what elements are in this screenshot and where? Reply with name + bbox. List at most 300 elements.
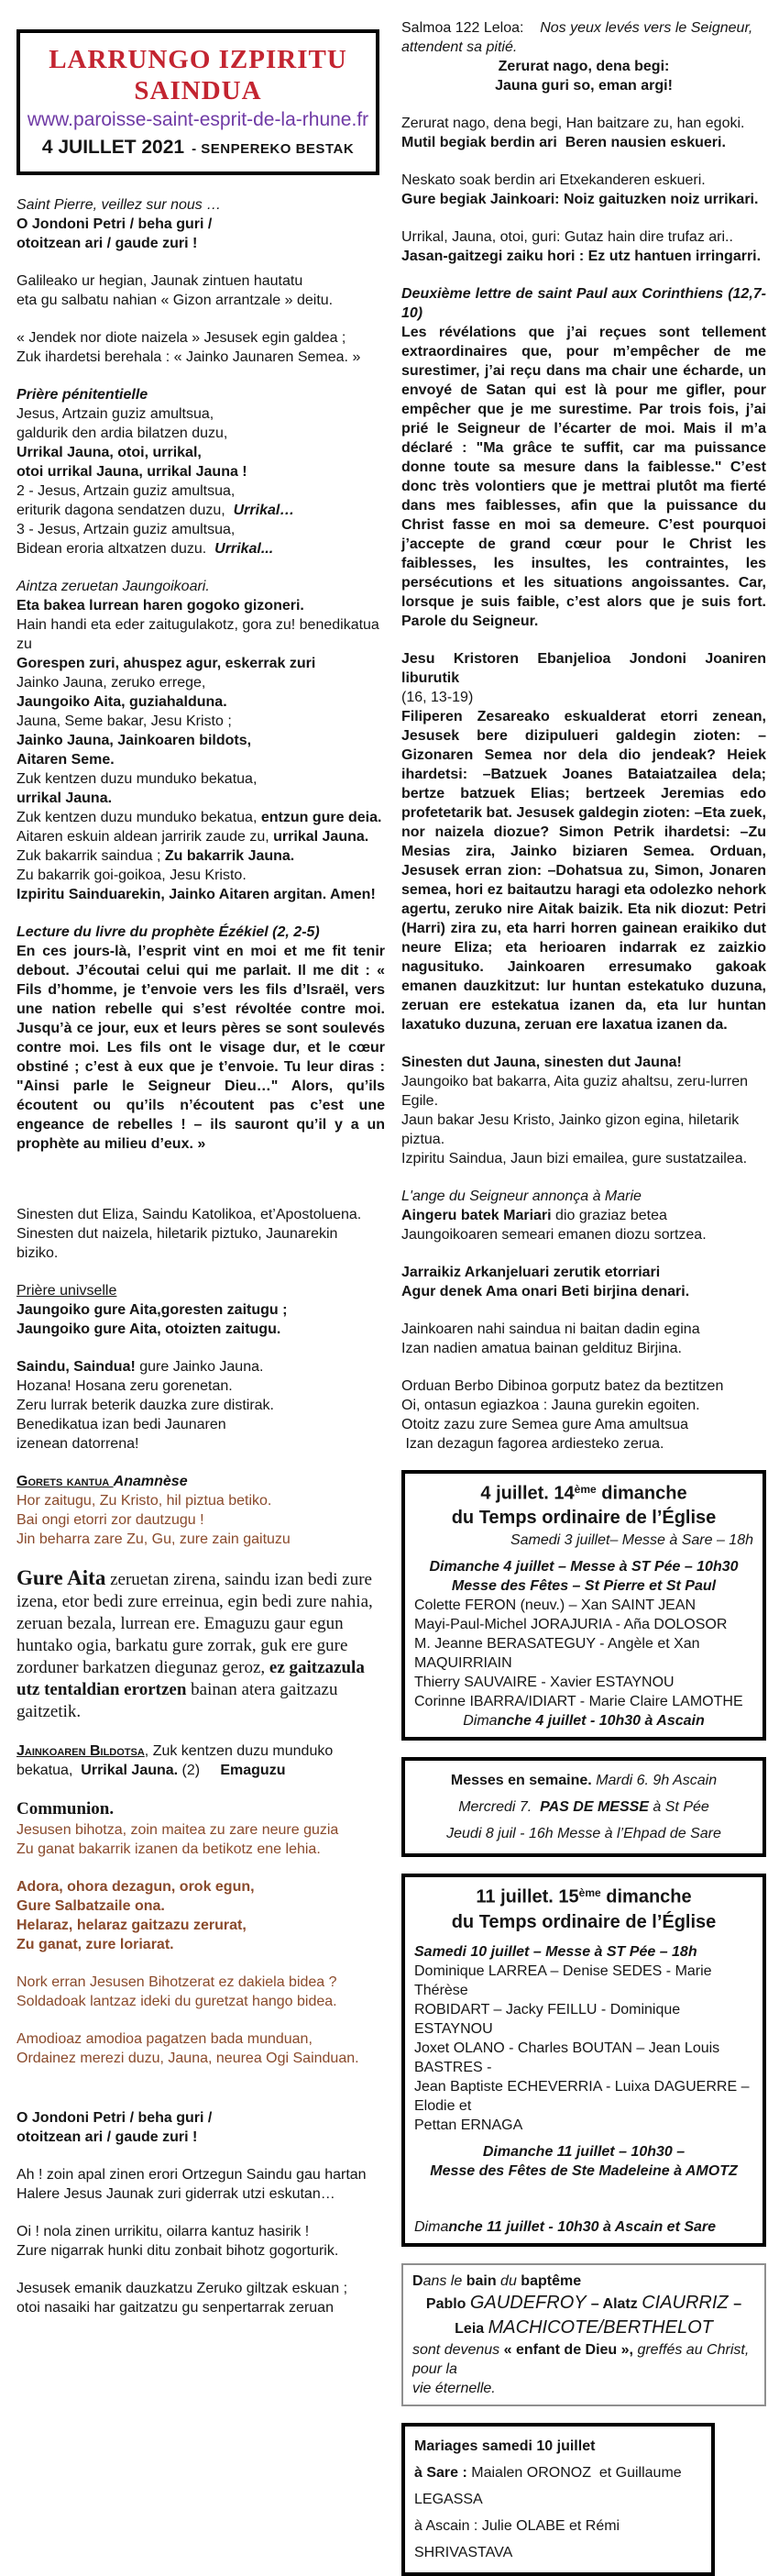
text-segment: 2 - Jesus, Artzain guziz amultsua,	[16, 483, 236, 499]
text-line	[401, 649, 771, 688]
text-segment: 11 juillet. 15	[476, 1886, 579, 1907]
text-segment: Salmoa 122 Leloa:	[401, 20, 541, 36]
text-line	[414, 2116, 753, 2135]
text-line	[401, 38, 766, 57]
text-line	[401, 1282, 766, 1301]
text-segment: à Ascain : Julie OLABE et Rémi SHRIVASTAVA	[414, 2517, 628, 2560]
text-line	[16, 1761, 385, 1780]
text-segment: D	[412, 2272, 423, 2289]
text-line	[401, 1396, 766, 1415]
text-line	[401, 1320, 766, 1339]
left-column-content	[16, 195, 390, 2317]
text-segment: Jaungoiko bat bakarra, Aita guziz ahaltsu, zeru-lurren	[401, 1074, 748, 1089]
mass-schedule-box-july11	[401, 1874, 766, 2246]
agnus-dei	[16, 1741, 385, 1780]
text-segment: 3 - Jesus, Artzain guziz amultsua,	[16, 522, 236, 537]
text-line	[414, 2142, 753, 2161]
text-segment: Corinne IBARRA/IDIART - Marie Claire LAMOTHE	[414, 1694, 743, 1710]
text-segment: Izpiritu Saindua, Jaun bizi emailea, gure sustatzailea.	[401, 1151, 748, 1166]
text-segment: nche 11 juillet - 10h30 à Ascain et Sare	[448, 2218, 717, 2235]
text-line	[16, 1320, 385, 1339]
text-segment: Hor zaitugu, Zu Kristo, hil piztua betiko.	[16, 1493, 272, 1509]
text-segment: Helaraz, helaraz gaitzazu zerurat,	[16, 1918, 247, 1933]
text-line	[16, 1396, 385, 1415]
text-segment: Zuk kentzen duzu munduko bekatua,	[16, 771, 258, 787]
text-segment: Colette FERON (neuv.) – Xan SAINT JEAN	[414, 1598, 697, 1614]
text-segment: Hain handi eta eder zaitugulakotz, gora zu! benedikatua	[16, 617, 379, 633]
text-line	[16, 501, 385, 520]
text-segment: Gure Salbatzaile ona.	[16, 1898, 165, 1914]
text-line	[16, 328, 385, 348]
text-segment: Pablo	[425, 2295, 470, 2312]
text-line	[414, 2039, 753, 2077]
text-segment: Anamnèse	[113, 1474, 188, 1489]
text-line	[16, 195, 385, 215]
angelus-2	[401, 1320, 766, 1358]
text-line	[16, 1510, 385, 1530]
text-line	[16, 2298, 385, 2317]
text-segment: Jarraikiz Arkanjeluari zerutik etorriari	[401, 1265, 661, 1280]
text-line	[401, 133, 766, 152]
text-segment: Dominique LARREA – Denise SEDES - Marie Thérèse	[414, 1962, 716, 1998]
text-segment: dimanche	[600, 1886, 692, 1907]
text-line	[414, 2433, 702, 2460]
text-line	[16, 1281, 385, 1300]
text-line	[414, 1531, 753, 1550]
text-segment: PAS DE MESSE	[540, 1799, 649, 1816]
text-segment: Jainkoaren Bildotsa	[16, 1743, 145, 1759]
text-line	[414, 2513, 702, 2566]
text-segment: « enfant de Dieu »,	[503, 2341, 638, 2358]
text-line	[16, 215, 385, 234]
text-segment: Thierry SAUVAIRE - Xavier ESTAYNOU	[414, 1675, 675, 1691]
text-line	[16, 1877, 385, 1896]
text-line	[16, 271, 385, 291]
gloria-hymn	[16, 577, 385, 904]
baptism-box	[401, 2263, 766, 2406]
text-line	[401, 1434, 766, 1454]
text-line	[401, 1206, 766, 1225]
text-line	[16, 692, 385, 712]
text-segment: Jin beharra zare Zu, Gu, zure zain gaituzu	[16, 1531, 291, 1547]
communion-hymn-refrain	[16, 1877, 385, 1954]
text-line	[401, 1072, 766, 1091]
priere-penitentielle	[16, 385, 385, 558]
text-segment: biziko.	[16, 1245, 59, 1261]
text-segment: Jainkoaren nahi saindua ni baitan dadin egina	[401, 1321, 700, 1337]
text-segment: attendent sa pitié.	[401, 39, 518, 55]
entrance-verse-2	[16, 328, 385, 367]
text-segment: Jaungoikoaren semeari emanen diozu sortzea.	[401, 1227, 707, 1243]
text-line	[414, 1794, 753, 1820]
text-line	[414, 1711, 753, 1730]
text-line	[414, 2460, 702, 2513]
text-segment: eriturik dagona sendatzen duzu,	[16, 503, 234, 518]
text-segment: otoitzean ari / gaude zuri !	[16, 236, 198, 251]
text-segment: Jauna, Seme bakar, Jesu Kristo ;	[16, 713, 232, 729]
text-segment: Jesusek emanik dauzkatzu Zeruko giltzak eskuan ;	[16, 2281, 348, 2296]
text-segment: otoi nasaiki har gaitzatzu gu senpertarrak zeruan	[16, 2300, 334, 2316]
text-segment: Zerurat nago, dena begi, Han baitzare zu, han egoki.	[401, 116, 745, 131]
psalm-refrain	[401, 57, 766, 95]
bulletin-date: 4 JUILLET 2021	[41, 137, 185, 158]
text-line	[16, 1300, 385, 1320]
text-line	[16, 385, 385, 404]
text-line	[401, 1415, 766, 1434]
text-segment: entzun gure deia.	[260, 810, 382, 825]
text-line	[401, 1339, 766, 1358]
text-line	[16, 1415, 385, 1434]
text-segment: piztua.	[401, 1132, 445, 1147]
text-line	[16, 1741, 385, 1761]
text-segment: dimanche	[596, 1483, 687, 1504]
communion-heading	[16, 1798, 385, 1820]
text-line	[401, 171, 766, 190]
anamnese	[16, 1472, 385, 1491]
text-segment: Gorets kantua	[16, 1474, 114, 1489]
text-line	[16, 2108, 385, 2128]
text-line	[16, 1896, 385, 1916]
text-segment: ez gaitzazula utz tentaldian erortzen	[16, 1658, 369, 1699]
text-segment: Mardi 6. 9h Ascain	[596, 1773, 718, 1789]
text-line	[16, 827, 385, 846]
text-line	[414, 1673, 753, 1692]
text-line	[401, 114, 766, 133]
text-line	[16, 577, 385, 596]
text-line	[16, 1935, 385, 1954]
text-segment: Halere Jesus Jaunak zuri giderrak utzi eskutan…	[16, 2186, 335, 2202]
text-segment: Urrikal Jauna.	[81, 1763, 179, 1778]
text-line	[16, 1376, 385, 1396]
text-segment: (2)	[178, 1763, 221, 1778]
text-segment: MACHICOTE/BERTHELOT	[488, 2316, 713, 2338]
text-segment: Samedi 10 juillet – Messe à ST Pée – 18h	[414, 1943, 697, 1960]
text-line	[16, 712, 385, 731]
psalm-title	[401, 18, 766, 57]
text-line	[16, 1530, 385, 1549]
text-segment: « Jendek nor diote naizela » Jesusek egin galdea ;	[16, 330, 346, 346]
text-line	[414, 1820, 753, 1847]
text-segment: Mutil begiak berdin ari Beren nausien eskueri.	[401, 135, 726, 150]
text-line	[401, 1091, 766, 1111]
text-line	[16, 404, 385, 424]
text-line	[16, 673, 385, 692]
text-line	[414, 1767, 753, 1794]
right-column-content	[401, 18, 771, 2576]
text-line	[401, 1149, 766, 1168]
text-line	[16, 1434, 385, 1454]
final-verse-1	[16, 2165, 385, 2204]
psalm-verse-2	[401, 171, 766, 209]
text-segment: Nork erran Jesusen Bihotzerat ez dakiela bidea ?	[16, 1974, 337, 1990]
text-segment: Jesu Kristoren Ebanjelioa Jondoni Joaniren liburutik	[401, 651, 771, 686]
text-line	[412, 2316, 755, 2340]
text-segment: Jainko Jauna, zeruko errege,	[16, 675, 206, 691]
text-segment: Jaungoiko Aita, guziahalduna.	[16, 694, 227, 710]
final-verse-3	[16, 2279, 385, 2317]
text-segment: Jeudi 8 juil - 16h Messe à l’Ehpad de Sare	[446, 1826, 721, 1842]
text-segment: Deuxième lettre de saint Paul aux Corinthiens (12,7-10)	[401, 286, 766, 321]
text-line	[16, 2165, 385, 2184]
text-segment: Mercredi 7.	[458, 1799, 541, 1816]
text-line	[412, 2272, 755, 2291]
text-line	[414, 1692, 753, 1711]
masthead-box	[16, 29, 379, 175]
text-segment: Ordainez merezi duzu, Jauna, neurea Ogi Sainduan.	[16, 2051, 359, 2066]
text-segment: (16, 13-19)	[401, 690, 474, 705]
text-line	[16, 2241, 385, 2261]
text-segment: Bai ongi etorri zor dautzugu !	[16, 1512, 204, 1528]
text-segment: Jaungoiko gure Aita, otoizten zaitugu.	[16, 1321, 281, 1337]
parish-title: LARRUNGO IZPIRITU SAINDUA	[49, 45, 347, 105]
text-segment: Samedi 3 juillet– Messe à Sare – 18h	[510, 1532, 753, 1549]
text-segment: Izan dezagun fagorea ardiesteko zerua.	[401, 1436, 664, 1452]
final-verse-2	[16, 2222, 385, 2261]
text-line	[16, 885, 385, 904]
text-line	[16, 1916, 385, 1935]
text-segment: Sinesten dut naizela, hiletarik piztuko, Jaunarekin	[16, 1226, 338, 1242]
text-segment: Urrikal...	[214, 541, 274, 557]
text-segment: galdurik den ardia bilatzen duzu,	[16, 426, 228, 441]
text-segment: Mayi-Paul-Michel JORAJURIA - Aña DOLOSOR	[414, 1617, 728, 1633]
text-segment: 4 juillet. 14	[480, 1483, 575, 1504]
text-segment: ème	[578, 1886, 601, 1900]
text-segment: Benedikatua izan bedi Jaunaren	[16, 1417, 226, 1432]
text-segment: ans le	[422, 2272, 466, 2289]
text-segment: O Jondoni Petri / beha guri /	[16, 216, 213, 232]
text-line	[16, 750, 385, 769]
bulletin-dateline	[24, 134, 372, 163]
text-segment: Jaungoiko gure Aita,goresten zaitugu ;	[16, 1302, 288, 1318]
text-segment: Nos yeux levés vers le Seigneur,	[540, 20, 753, 36]
text-segment: Emaguzu	[220, 1763, 286, 1778]
text-segment: Otoitz zazu zure Semea gure Ama amultsua	[401, 1417, 689, 1432]
text-segment: Jaun bakar Jesu Kristo, Jainko gizon egina, hiletarik	[401, 1112, 740, 1128]
text-segment: L'ange du Seigneur annonça à Marie	[401, 1188, 642, 1204]
text-segment: Zu bakarrik goi-goikoa, Jesu Kristo.	[16, 868, 247, 883]
text-segment: urrikal Jauna.	[16, 790, 113, 806]
text-segment: Adora, ohora dezagun, orok egun,	[16, 1879, 255, 1895]
text-segment: , Zuk kentzen duzu munduko	[144, 1743, 334, 1759]
text-segment: Dimanche 11 juillet – 10h30 –	[482, 2143, 686, 2160]
text-line	[16, 1472, 385, 1491]
communion-hymn-1	[16, 1820, 385, 1859]
angelus-4	[401, 1415, 766, 1454]
bulletin-date-suffix: - SENPEREKO BESTAK	[192, 141, 355, 157]
communion-hymn-2	[16, 1973, 385, 2011]
text-line	[16, 1798, 385, 1820]
text-segment: Prière univselle	[16, 1283, 117, 1299]
text-line	[16, 846, 385, 866]
mass-schedule-box-july4	[401, 1470, 766, 1741]
text-segment: Gorespen zuri, ahuspez agur, eskerrak zuri	[16, 656, 316, 671]
text-line	[414, 1480, 753, 1506]
text-segment: Jainko Jauna, Jainkoaren bildots,	[16, 733, 252, 748]
text-segment: Jesusen bihotza, zoin maitea zu zare neure guzia	[16, 1822, 339, 1838]
text-line	[401, 76, 766, 95]
text-line	[401, 323, 771, 631]
text-segment: baptême	[521, 2272, 582, 2289]
text-segment: Prière pénitentielle	[16, 387, 148, 403]
text-segment: Saint Pierre, veillez sur nous …	[16, 197, 222, 213]
text-segment: Zu bakarrik Jauna.	[164, 848, 295, 864]
sanctus	[16, 1357, 385, 1454]
text-line	[414, 1506, 753, 1531]
left-column	[16, 18, 390, 2576]
text-line	[16, 2222, 385, 2241]
credo-right	[401, 1053, 766, 1168]
text-line	[414, 2000, 753, 2039]
text-segment: Dima	[463, 1713, 498, 1730]
text-segment: Ah ! zoin apal zinen erori Ortzegun Saindu gau hartan	[16, 2167, 367, 2183]
second-reading	[401, 284, 771, 631]
text-segment: Urrikal…	[233, 503, 295, 518]
text-segment: Jauna guri so, eman argi!	[495, 78, 673, 94]
text-line	[414, 1576, 753, 1596]
text-line	[16, 596, 385, 615]
text-segment: CIAURRIZ	[642, 2292, 734, 2313]
text-segment: Messe des Fêtes de Ste Madeleine à AMOTZ	[430, 2162, 738, 2179]
text-segment: zeruetan zirena, saindu izan bedi zure izena, etor bedi zure erreinua, egin bedi zure nahia, zeruan bezala, lurrean ere. Emaguzu gaur egun huntako ogia, barkatu gure zorrak, guk ere gure zorduner barkatzen diegunaz geroz,	[16, 1570, 378, 1677]
final-refrain	[16, 2108, 385, 2147]
text-line	[401, 707, 771, 1034]
parish-website-url: www.paroisse-saint-esprit-de-la-rhune.fr	[27, 109, 369, 130]
text-segment: Zuk ihardetsi berehala : « Jainko Jaunaren Semea. »	[16, 349, 361, 365]
text-segment: GAUDEFROY	[469, 2292, 591, 2313]
text-line	[412, 2379, 755, 2398]
text-segment: Zeru lurrak beterik dauzka zure distirak.	[16, 1398, 274, 1413]
gospel-reading	[401, 649, 771, 1034]
text-line	[16, 1244, 385, 1263]
text-line	[401, 247, 766, 266]
text-segment: Agur denek Ama onari Beti birjina denari.	[401, 1284, 690, 1299]
text-segment: Maialen ORONOZ et Guillaume LEGASSA	[414, 2464, 686, 2507]
text-line	[16, 1357, 385, 1376]
text-line	[16, 424, 385, 443]
text-segment: – Alatz	[590, 2295, 642, 2312]
text-segment: à Sare :	[414, 2464, 472, 2481]
text-line	[16, 731, 385, 750]
text-segment: bain	[466, 2272, 501, 2289]
text-segment: ème	[574, 1483, 597, 1496]
text-line	[401, 1130, 766, 1149]
text-line	[16, 2279, 385, 2298]
text-line	[16, 923, 385, 942]
text-line	[401, 1263, 766, 1282]
text-line	[401, 284, 766, 323]
text-segment: gure Jainko Jauna.	[135, 1359, 264, 1375]
text-line	[16, 1491, 385, 1510]
text-segment: Eta bakea lurrean haren gogoko gizoneri.	[16, 598, 304, 614]
text-segment: du Temps ordinaire de l’Église	[451, 1508, 717, 1529]
text-line	[414, 1615, 753, 1634]
text-segment: En ces jours-là, l’esprit vint en moi et me fit tenir debout. J’écoutai celui qui me parlait. Il me dit : « Fils d’homme, je t’envoie vers les fils d’Israël, vers une nation rebelle qui s’est révoltée contre moi. Jusqu’à ce jour, eux et leurs pères se sont soulevés contre moi. Les fils ont le visage dur, et le cœur obstiné ; c’est à eux que je t’envoie. Tu leur diras : "Ainsi parle le Seigneur Dieu…" Alors, qu’ils écoutent ou qu’ils n’écoutent pas c’est une engeance de rebelles ! – ils sauront qu’il y a un prophète au milieu d’eux. »	[16, 944, 390, 1152]
text-line	[16, 1567, 385, 1723]
text-segment: Aitaren Seme.	[16, 752, 115, 768]
text-segment: ROBIDART – Jacky FEILLU - Dominique ESTAYNOU	[414, 2001, 685, 2037]
weekday-masses-box	[401, 1757, 766, 1857]
text-line	[16, 2029, 385, 2049]
text-line	[401, 1225, 766, 1244]
text-segment: M. Jeanne BERASATEGUY - Angèle et Xan MAQUIRRIAIN	[414, 1636, 705, 1672]
text-segment: Urrikal Jauna, otoi, urrikal,	[16, 445, 202, 460]
text-line	[16, 789, 385, 808]
text-line	[414, 1884, 753, 1909]
communion-hymn-3	[16, 2029, 385, 2068]
text-segment: Orduan Berbo Dibinoa gorputz batez da beztitzen	[401, 1378, 724, 1394]
text-segment: Joxet OLANO - Charles BOUTAN – Jean Louis BASTRES -	[414, 2040, 724, 2075]
right-column	[401, 18, 771, 2576]
text-segment: bekatua,	[16, 1763, 82, 1778]
text-segment: sont devenus	[412, 2341, 504, 2358]
text-segment: Pettan ERNAGA	[414, 2117, 523, 2133]
text-line	[401, 1187, 766, 1206]
text-line	[16, 520, 385, 539]
text-segment: izenean datorrena!	[16, 1436, 139, 1452]
text-line	[16, 1840, 385, 1859]
text-line	[414, 1942, 753, 1962]
text-segment: Aingeru batek Mariari	[401, 1208, 552, 1223]
credo-left	[16, 1205, 385, 1263]
text-segment: Dimanche 4 juillet – Messe à ST Pée – 10h30	[429, 1559, 739, 1575]
text-line	[16, 808, 385, 827]
text-segment: Zure nigarrak hunki ditu zonbait bihotz gogorturik.	[16, 2243, 339, 2259]
text-segment: Lecture du livre du prophète Ézékiel (2, 2-5)	[16, 924, 320, 940]
text-segment: Sinesten dut Eliza, Saindu Katolikoa, et’Apostoluena.	[16, 1207, 362, 1222]
text-segment: Messe des Fêtes – St Pierre et St Paul	[451, 1578, 717, 1595]
text-segment: Zu ganat bakarrik izanen da betikotz ene lehia.	[16, 1841, 321, 1857]
text-line	[16, 1973, 385, 1992]
text-segment: Aitaren eskuin aldean jarririk zaude zu,	[16, 829, 274, 845]
text-segment: Zu ganat, zure loriarat.	[16, 1937, 174, 1952]
priere-universelle	[16, 1281, 385, 1339]
text-segment: Soldadoak lantzaz ideki du guretzat hango bidea.	[16, 1994, 337, 2009]
text-line	[16, 654, 385, 673]
angelus-refrain	[401, 1263, 766, 1301]
text-segment: Sinesten dut Jauna, sinesten dut Jauna!	[401, 1055, 682, 1070]
text-line	[414, 1962, 753, 2000]
text-line	[16, 539, 385, 558]
text-segment: Mariages samedi 10 juillet	[414, 2438, 596, 2454]
text-segment: Communion.	[16, 1799, 115, 1819]
text-line	[16, 443, 385, 462]
text-line	[401, 1053, 766, 1072]
text-line	[16, 1820, 385, 1840]
text-segment: O Jondoni Petri / beha guri /	[16, 2110, 213, 2126]
text-line	[16, 348, 385, 367]
text-segment: Izan nadien amatua bainan geldituz Birjina.	[401, 1341, 682, 1356]
psalm-verse-1	[401, 114, 766, 152]
text-segment: nche 4 juillet - 10h30 à Ascain	[497, 1713, 705, 1730]
text-line	[401, 57, 766, 76]
text-segment: Bidean eroria altxatzen duzu.	[16, 541, 215, 557]
text-line	[414, 2161, 753, 2181]
text-segment: Zuk bakarrik saindua ;	[16, 848, 165, 864]
text-line	[414, 1557, 753, 1576]
text-line	[412, 2340, 755, 2379]
angelus-3	[401, 1376, 766, 1415]
text-segment: Zuk kentzen duzu munduko bekatua,	[16, 810, 261, 825]
text-line	[414, 1910, 753, 1935]
saint-pierre-invocation	[16, 195, 385, 253]
text-segment: Messes en semaine.	[450, 1773, 597, 1789]
text-segment: Jasan-gaitzegi zaiku hori : Ez utz hantuen irringarri.	[401, 249, 762, 264]
text-line	[401, 227, 766, 247]
text-segment: dio graziaz betea	[551, 1208, 667, 1223]
text-line	[16, 635, 385, 654]
entrance-verse	[16, 271, 385, 310]
text-segment: Hozana! Hosana zeru gorenetan.	[16, 1378, 233, 1394]
